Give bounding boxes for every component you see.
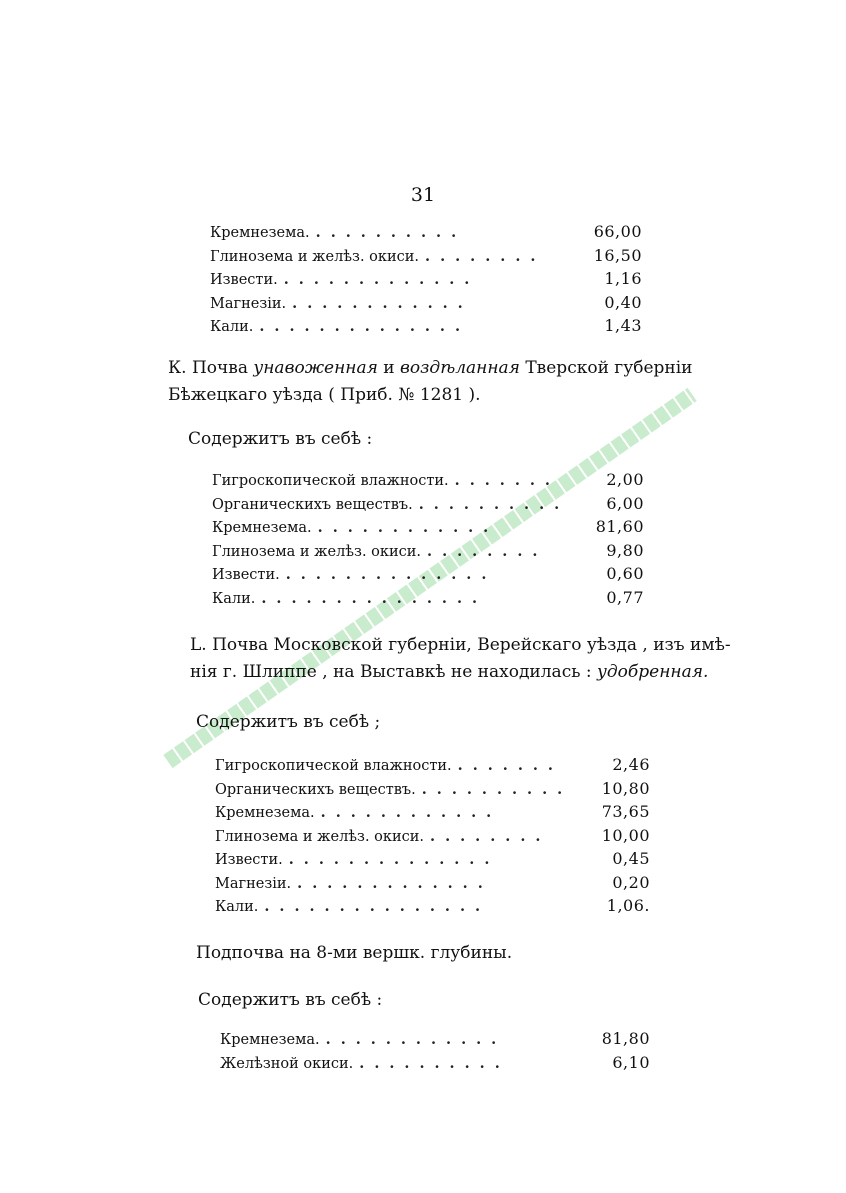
section-k-contains: Содержитъ въ себѣ : xyxy=(188,429,373,449)
table-row: Кремнезема. ............ 81,60 xyxy=(212,517,644,536)
table-row: Кремнезема. ............ 73,65 xyxy=(215,802,650,821)
table-row: Кали. ............... 0,77 xyxy=(212,587,644,607)
table-row: Кремнезема. .......... 66,00 xyxy=(210,222,642,241)
table-row: Кремнезема. ............ 81,80 xyxy=(220,1029,650,1048)
table-row: Кали. .............. 1,43 xyxy=(210,316,642,335)
page-number: 31 xyxy=(410,184,436,206)
subsoil-title: Подпочва на 8-ми вершк. глубины. xyxy=(196,943,513,963)
section-l-heading: L. Почва Московской губерніи, Верейскаго уѣзда , изъ имѣ- нія г. Шлиппе , на Выставкѣ не находилась : удобренная. xyxy=(190,635,731,682)
table-row: Глинозема и желѣз. окиси. ........ 16,50 xyxy=(210,245,642,265)
table-row: Магнезіи. ............. 0,20 xyxy=(215,872,650,892)
table-row: Органическихъ веществъ. .......... 10,80 xyxy=(215,778,650,798)
table-row: Органическихъ веществъ. .......... 6,00 xyxy=(212,493,644,513)
table-row: Глинозема и желѣз. окиси. ........ 10,00 xyxy=(215,825,650,845)
subsoil-contains: Содержитъ въ себѣ : xyxy=(198,990,383,1010)
table-k xyxy=(212,468,644,609)
table-subsoil xyxy=(220,1027,650,1074)
table-row: Гигроскопической влажности. ....... 2,46 xyxy=(215,755,650,774)
table-row: Гигроскопической влажности. ....... 2,00 xyxy=(212,470,644,489)
table-row: Извести. .............. 0,45 xyxy=(215,849,650,868)
section-k-heading: К. Почва унавоженная и воздѣланная Тверской губерніи Бѣжецкаго уѣзда ( Приб. № 1281 ). xyxy=(168,358,693,405)
table-row: Глинозема и желѣз. окиси. ........ 9,80 xyxy=(212,540,644,560)
table-top xyxy=(210,220,642,338)
section-l-contains: Содержитъ въ себѣ ; xyxy=(196,712,381,732)
table-row: Магнезіи. ............ 0,40 xyxy=(210,292,642,312)
table-l xyxy=(215,753,650,918)
table-row: Извести. ............. 1,16 xyxy=(210,269,642,288)
table-row: Желѣзной окиси. .......... 6,10 xyxy=(220,1052,650,1072)
table-row: Кали. ............... 1,06. xyxy=(215,896,650,915)
table-row: Извести. .............. 0,60 xyxy=(212,564,644,583)
